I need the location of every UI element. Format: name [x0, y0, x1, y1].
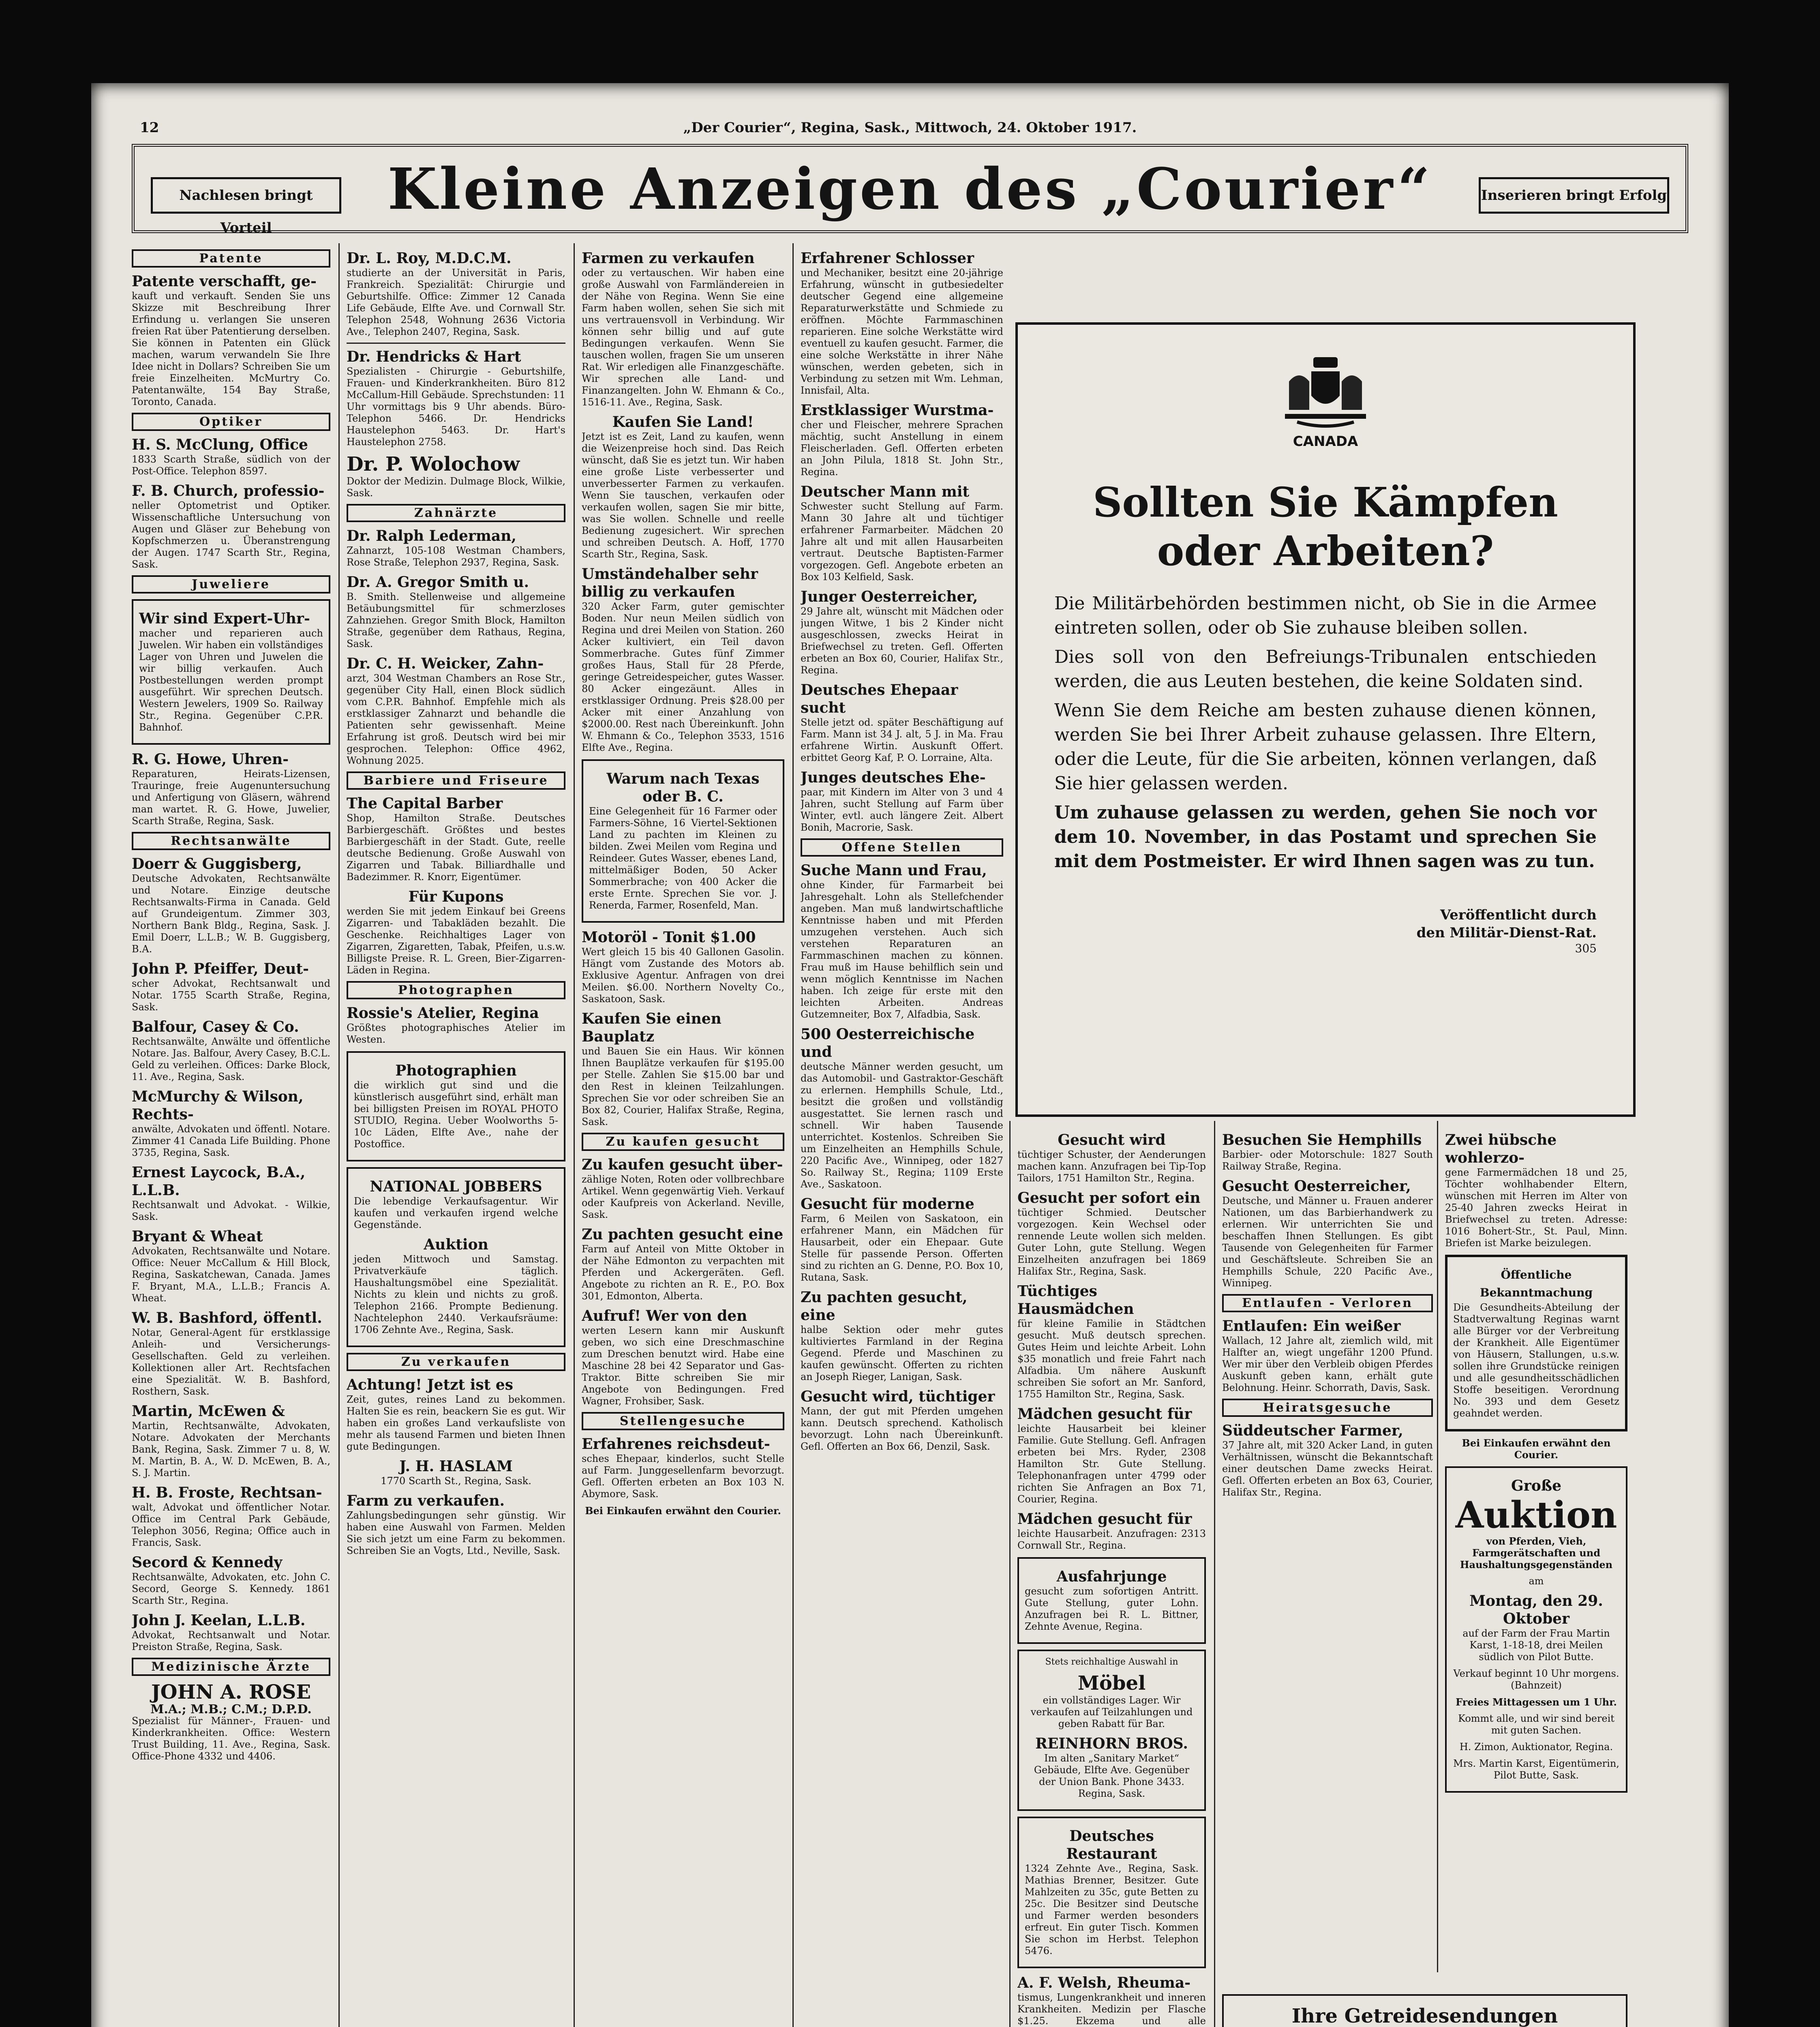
- ad-box: [132, 599, 330, 745]
- column-rule: [338, 243, 340, 2027]
- page-title: Kleine Anzeigen des „Courier“: [388, 156, 1432, 223]
- ad-heading: W. B. Bashford, öffentl.: [132, 1309, 322, 1326]
- section-header: Heiratsgesuche: [1222, 1399, 1433, 1417]
- ad-text: 1324 Zehnte Ave., Regina, Sask. Mathias Brenner, Besitzer. Gute Mahlzeiten zu 35c, gute Betten zu 25c. Die Besitzer sind Deutsche und Farmer werden besonders erfreut. Ein guter Tisch. Kommen Sie schon im Herbst. Telephon 5476.: [1025, 1863, 1199, 1956]
- ad-heading: Deutsches Restaurant: [1066, 1828, 1157, 1862]
- ad-text: ohne Kinder, für Farmarbeit bei Jahresgehalt. Lohn als Stellefchender angeben. Man muß landwirtschaftliche Kenntnisse haben und mit Pferden umzugehen verstehen. Auch sich verstehen Reparaturen an Farmmaschinen machen zu können. Frau muß im Hause behilflich sein und wenn möglich Kenntnisse im Nachen haben. Ich zeige für erste mit den leichten Arbeiten. Andreas Gutzemneiter, Box 7, Alfadbia, Sask.: [801, 879, 1003, 1020]
- ad-heading: Besuchen Sie Hemphills: [1222, 1131, 1422, 1148]
- ad-text: Notar, General-Agent für erstklassige Anleih- und Versicherungs-Gesellschaften. Geld zu verleihen. Kollektionen aller Art. Rechtsfachen eine Spezialität. W. B. Bashford, Rosthern, Sask.: [132, 1327, 330, 1397]
- ad-text: Spezialisten - Chirurgie - Geburtshilfe, Frauen- und Kinderkrankheiten. Büro 812 McCallum-Hill Gebäude. Sprechstunden: 11 Uhr vormittags bis 9 Uhr abends. Büro-Telephon 5466. Dr. Hendricks Haustelephon 5463. Dr. Hart's Haustelephon 2758.: [347, 366, 565, 448]
- ad-heading: Gesucht für moderne: [801, 1196, 974, 1213]
- ad-text: Jetzt ist es Zeit, Land zu kaufen, wenn die Weizenpreise hoch sind. Das Reich wünscht, daß Sie es jetzt tun. Wir haben eine große Liste verbesserter und unverbesserter Farmen zu verkaufen. Wenn Sie tauschen, verkaufen oder verkaufen wollen, sagen Sie mir bitte, was Sie wollen. Schnelle und reelle Bedienung zugesichert. Wir sprechen und schreiben Deutsch. A. Hoff, 1770 Scarth Str., Regina, Sask.: [582, 431, 784, 560]
- section-header: Zu kaufen gesucht: [582, 1133, 784, 1151]
- ad-text: 29 Jahre alt, wünscht mit Mädchen oder jungen Witwe, 1 bis 2 Kinder nicht ausgeschlossen, zwecks Heirat in Briefwechsel zu treten. Gefl. Offerten erbeten an Box 60, Courier, Halifax Str., Regina.: [801, 606, 1003, 676]
- ad-heading: Gesucht wird, tüchtiger: [801, 1388, 995, 1405]
- column-6: [1222, 1127, 1433, 2027]
- publisher-line: Veröffentlicht durch: [1440, 907, 1597, 923]
- ad-text: werden Sie mit jedem Einkauf bei Greens Zigarren- und Tabakläden bezahlt. Die Geschenke. Reichhaltiges Lager von Zigarren, Zigaretten, Tabak, Pfeifen, u.s.w. Billigste Preise. R. L. Green, Bier-Zigarren-Läden in Regina.: [347, 906, 565, 976]
- ad-heading: Farmen zu verkaufen: [582, 250, 755, 267]
- ad-heading: Secord & Kennedy: [132, 1554, 283, 1571]
- ad-heading: Möbel: [1077, 1672, 1146, 1695]
- ad-subheading: M.A.; M.B.; C.M.; D.P.D.: [150, 1702, 312, 1716]
- coat-of-arms-icon: [1273, 349, 1378, 430]
- ad-text: Zahnarzt, 105-108 Westman Chambers, Rose Straße, Telephon 2937, Regina, Sask.: [347, 545, 565, 568]
- ad-text: Barbier- oder Motorschule: 1827 South Railway Straße, Regina.: [1222, 1149, 1433, 1172]
- ad-heading: Ausfahrjunge: [1056, 1568, 1167, 1585]
- ad-body: [1054, 591, 1597, 874]
- ad-heading: R. G. Howe, Uhren-: [132, 751, 289, 768]
- footer-note: Bei Einkaufen erwähnt den Courier.: [585, 1505, 781, 1517]
- ad-heading: 500 Oesterreichische und: [801, 1026, 975, 1061]
- ad-heading: Zwei hübsche wohlerzo-: [1445, 1131, 1557, 1166]
- ad-text: sches Ehepaar, kinderlos, sucht Stelle auf Farm. Junggesellenfarm bevorzugt. Gefl. Offerten erbeten an Box 103 N. Abymore, Sask.: [582, 1453, 784, 1500]
- ad-text: deutsche Männer werden gesucht, um das Automobil- und Gastraktor-Geschäft zu erlernen. Hemphills Schule, Ltd., besitzt die großen und vollständig ausgestattet. Sie lernen rasch und schnell. Wir haben Tausende unterrichtet. Kostenlos. Schreiben Sie um Einzelheiten an Hemphills Schule, 220 Pacific Ave., Winnipeg, oder 1827 So. Railway St., Regina; 1109 Erste Ave., Saskatoon.: [801, 1061, 1003, 1190]
- ad-heading: Achtung! Jetzt ist es: [347, 1376, 513, 1393]
- ad-heading: Mädchen gesucht für: [1017, 1511, 1192, 1528]
- section-header: Rechtsanwälte: [132, 832, 330, 850]
- ad-heading: Entlaufen: Ein weißer: [1222, 1318, 1401, 1335]
- ad-box: [347, 1167, 565, 1347]
- section-header: Offene Stellen: [801, 838, 1003, 857]
- ad-text: jeden Mittwoch und Samstag. Privatverkäufe täglich. Haushaltungsmöbel eine Spezialität. Nichts zu klein und nichts zu groß. Telephon 2166. Prompte Bedienung. Nachtelephon 2440. Verkaufsräume: 1706 Zehnte Ave., Regina, Sask.: [354, 1253, 558, 1335]
- ad-text: am: [1529, 1575, 1544, 1587]
- ad-text: oder zu vertauschen. Wir haben eine große Auswahl von Farmländereien in der Nähe von Regina. Wenn Sie eine Farm haben wollen, sehen Sie sich mit uns vertrauensvoll in Verbindung. Wir können sehr billig und auf gute Bedingungen verkaufen. Wenn Sie tauschen wollen, fragen Sie um unseren Rat. Wir erledigen alle Finanzgeschäfte. Wir sprechen alle Land- und Finanzangelten. John W. Ehmann & Co., 1516-11. Ave., Regina, Sask.: [582, 267, 784, 408]
- ad-text: Rechtsanwälte, Anwälte und öffentliche Notare. Jas. Balfour, Avery Casey, B.C.L. Geld zu verleihen. Offices: Darke Block, 11. Ave., Regina, Sask.: [132, 1036, 330, 1082]
- ad-text: für kleine Familie in Städtchen gesucht. Muß deutsch sprechen. Gutes Heim und leichte Arbeit. Lohn $35 monatlich und freie Fahrt nach Alfadbia. Um nähere Auskunft schreiben Sie sofort an Mr. Sanford, 1755 Hamilton Str., Regina, Sask.: [1017, 1318, 1206, 1400]
- ad-heading: Deutscher Mann mit: [801, 483, 970, 500]
- column-1: [132, 245, 330, 2027]
- ad-text: gene Farmermädchen 18 und 25, Töchter wohlhabender Eltern, wünschen mit Herren im Alter von 25-40 Jahren zwecks Heirat in Briefwechsel zu treten. Adresse: 1016 Bohert-Str., St. Paul, Minn. Briefen ist Marke beizulegen.: [1445, 1167, 1627, 1249]
- ad-heading: Für Kupons: [408, 888, 504, 905]
- ad-text: Freies Mittagessen um 1 Uhr.: [1456, 1696, 1617, 1708]
- ad-text: werten Lesern kann mir Auskunft geben, wo sich eine Dreschmaschine zum Dreschen benutzt wird. Habe eine Maschine 28 bei 42 Separator und Gas-Traktor. Bitte schreiben Sie mir Angebote von Bedingungen. Fred Wagner, Frohsiber, Sask.: [582, 1325, 784, 1407]
- running-head-text: „Der Courier“, Regina, Sask., Mittwoch, 24. Oktober 1917.: [683, 120, 1137, 136]
- ad-heading: Ernest Laycock, B.A., L.L.B.: [132, 1164, 306, 1199]
- ad-heading: Gesucht wird: [1058, 1131, 1166, 1148]
- ad-text: gesucht zum sofortigen Antritt. Gute Stellung, guter Lohn. Anzufragen bei R. L. Bittner, Zehnte Avenue, Regina.: [1025, 1586, 1199, 1632]
- ad-text: 1770 Scarth St., Regina, Sask.: [381, 1475, 531, 1487]
- ad-text: Mann, der gut mit Pferden umgehen kann. Deutsch sprechend. Katholisch bevorzugt. Lohn nach Übereinkunft. Gefl. Offerten an Box 66, Denzil, Sask.: [801, 1406, 1003, 1452]
- footer-note: Bei Einkaufen erwähnt den Courier.: [1462, 1437, 1611, 1461]
- section-header: Photographen: [347, 981, 565, 999]
- ad-heading: A. F. Welsh, Rheuma-: [1017, 1974, 1191, 1991]
- column-rule: [574, 243, 575, 2027]
- ad-heading: Zu pachten gesucht, eine: [801, 1289, 968, 1324]
- section-header: Barbiere und Friseure: [347, 771, 565, 790]
- ad-heading: The Capital Barber: [347, 795, 503, 812]
- ad-text: ein vollständiges Lager. Wir verkaufen auf Teilzahlungen und geben Rabatt für Bar.: [1030, 1695, 1193, 1729]
- section-header: Entlaufen - Verloren: [1222, 1294, 1433, 1312]
- ad-heading: Balfour, Casey & Co.: [132, 1018, 299, 1035]
- ad-text: cher und Fleischer, mehrere Sprachen mächtig, sucht Anstellung in einem Fleischerladen. Gefl. Offerten erbeten an John Pilula, 1818 St. John Str., Regina.: [801, 419, 1003, 478]
- ad-text: Schwester sucht Stellung auf Farm. Mann 30 Jahre alt und tüchtiger erfahrener Farmarbeiter. Mädchen 20 Jahre alt und mit allen Hausarbeiten vertraut. Deutsche Baptisten-Farmer vorgezogen. Gefl. Angebote erbeten an Box 103 Kelfield, Sask.: [801, 501, 1003, 583]
- ad-heading: Dr. C. H. Weicker, Zahn-: [347, 655, 544, 672]
- column-7: [1445, 1127, 1627, 1978]
- ad-box: [1017, 1557, 1206, 1644]
- ad-heading: Dr. A. Gregor Smith u.: [347, 574, 529, 591]
- ad-heading: Doerr & Guggisberg,: [132, 855, 302, 872]
- column-rule: [1009, 1121, 1011, 2027]
- ad-text: Shop, Hamilton Straße. Deutsches Barbiergeschäft. Größtes und bestes Barbiergeschäft in der Stadt. Gute, reelle deutsche Bedienung. Große Auswahl von Zigarren und Tabak. Billiardhalle und Badezimmer. R. Knorr, Eigentümer.: [347, 812, 565, 883]
- ad-heading: Junges deutsches Ehe-: [801, 769, 986, 786]
- ad-text: Farm, 6 Meilen von Saskatoon, ein erfahrener Mann, ein Mädchen für Hausarbeit, oder ein Ehepaar. Gute Stelle für passende Person. Offerten sind zu richten an G. Denne, P.O. Box 10, Rutana, Sask.: [801, 1213, 1003, 1283]
- ad-number: 305: [1575, 942, 1597, 955]
- ad-text: halbe Sektion oder mehr gutes kultiviertes Farmland in der Regina Gegend. Pferde und Maschinen zu kaufen gewünscht. Offerten zu richten an Joseph Rieger, Lanigan, Sask.: [801, 1324, 1003, 1382]
- ad-heading: Patente verschafft, ge-: [132, 273, 317, 290]
- ad-heading: Erfahrener Schlosser: [801, 250, 974, 267]
- ad-heading: Deutsches Ehepaar sucht: [801, 681, 958, 716]
- ad-heading: John J. Keelan, L.L.B.: [132, 1612, 306, 1629]
- ad-text: B. Smith. Stellenweise und allgemeine Betäubungsmittel für schmerzloses Zahnziehen. Gregor Smith Block, Hamilton Straße, gegenüber dem Rathaus, Regina, Sask.: [347, 591, 565, 649]
- ad-text: Reparaturen, Heirats-Lizensen, Trauringe, freie Augenuntersuchung und Anfertigung von Gläsern, während man wartet. R. G. Howe, Juwelier, Scarth Straße, Regina, Sask.: [132, 768, 330, 827]
- ad-heading: Erfahrenes reichsdeut-: [582, 1436, 770, 1453]
- grain-advertisement: [1222, 1994, 1627, 2027]
- ad-heading: Kaufen Sie einen Bauplatz: [582, 1010, 722, 1045]
- column-4: [801, 245, 1003, 2027]
- ad-heading: H. B. Froste, Rechtsan-: [132, 1484, 322, 1501]
- tag-right: Inserieren bringt Erfolg: [1479, 177, 1669, 214]
- ad-text: Im alten „Sanitary Market“ Gebäude, Elfte Ave. Gegenüber der Union Bank. Phone 3433. Regina, Sask.: [1034, 1753, 1190, 1799]
- ad-heading: Junger Oesterreicher,: [801, 588, 978, 605]
- ad-heading: Motoröl - Tonit $1.00: [582, 929, 756, 946]
- ad-text: neller Optometrist und Optiker. Wissenschaftliche Untersuchung von Augen und Gläser zur Behebung von Kopfschmerzen u. Überanstrengung der Augen. 1747 Scarth Str., Regina, Sask.: [132, 500, 330, 570]
- classifieds-banner: [132, 144, 1688, 236]
- ad-heading: Umständehalber sehr billig zu verkaufen: [582, 566, 758, 600]
- ad-heading: Suche Mann und Frau,: [801, 862, 987, 879]
- ad-heading: Mädchen gesucht für: [1017, 1406, 1192, 1423]
- ad-heading: Aufruf! Wer von den: [582, 1307, 747, 1324]
- ad-heading: Bryant & Wheat: [132, 1228, 263, 1245]
- ad-text: Farm auf Anteil von Mitte Oktober in der Nähe Edmonton zu verpachten mit Pferden und Ackergeräten. Gefl. Angebote zu richten an R. E., P.O. Box 301, Edmonton, Alberta.: [582, 1243, 784, 1302]
- ad-headline-line: oder Arbeiten?: [1157, 527, 1494, 575]
- ad-text: kauft und verkauft. Senden Sie uns Skizze mit Beschreibung Ihrer Erfindung u. verlangen Sie unseren freien Rat über Patentierung derselben. Sie können in Patenten ein Glück machen, warum verwandeln Sie Ihre Idee nicht in Dollars? Schreiben Sie um freie Einzelheiten. McMurtry Co. Patentanwälte, 154 Bay Straße, Toronto, Canada.: [132, 290, 330, 407]
- ad-heading: Gesucht per sofort ein: [1017, 1189, 1201, 1206]
- ad-text: und Bauen Sie ein Haus. Wir können Ihnen Bauplätze verkaufen für $195.00 per Stelle. Zahlen Sie $15.00 bar und den Rest in kleinen Teilzahlungen. Sprechen Sie vor oder schreiben Sie an Box 82, Courier, Halifax Straße, Regina, Sask.: [582, 1046, 784, 1127]
- ad-heading: Martin, McEwen &: [132, 1403, 285, 1420]
- ad-heading: F. B. Church, professio-: [132, 482, 325, 499]
- newspaper-page: [91, 83, 1729, 2027]
- column-3: [582, 245, 784, 2027]
- section-header: Stellengesuche: [582, 1412, 784, 1430]
- ad-text: Spezialist für Männer-, Frauen- und Kinderkrankheiten. Office: Western Trust Building, 11. Ave., Regina, Sask. Office-Phone 4332 und 4406.: [132, 1715, 330, 1762]
- auction-date: Montag, den 29. Oktober: [1469, 1592, 1603, 1627]
- ad-text: Rechtsanwalt und Advokat. - Wilkie, Sask.: [132, 1199, 330, 1222]
- ad-heading: Ihre Getreidesendungen: [1291, 2005, 1558, 2027]
- ad-heading: Zu kaufen gesucht über-: [582, 1156, 783, 1173]
- ad-headline-line: Sollten Sie Kämpfen: [1093, 478, 1558, 526]
- ad-text: Rechtsanwälte, Advokaten, etc. John C. Secord, George S. Kennedy. 1861 Scarth Str., Regina.: [132, 1571, 330, 1606]
- ad-heading: Farm zu verkaufen.: [347, 1492, 505, 1509]
- ad-heading: J. H. HASLAM: [399, 1458, 513, 1475]
- auction-box: [1445, 1466, 1627, 1793]
- ad-paragraph: Um zuhause gelassen zu werden, gehen Sie noch vor dem 10. November, in das Postamt und sprechen Sie mit dem Postmeister. Er wird Ihnen sagen was zu tun.: [1054, 802, 1597, 872]
- ad-heading: Photographien: [395, 1062, 517, 1079]
- ad-heading: Auktion: [424, 1236, 488, 1253]
- ad-heading: Dr. Ralph Lederman,: [347, 527, 516, 544]
- ad-text: Deutsche, und Männer u. Frauen anderer Nationen, um das Barbierhandwerk zu erlernen. Wir unterrichten Sie und beschaffen Ihnen Stellungen. Es gibt Tausende von Gelegenheiten für Farmer und Geschäftsleute. Schreiben Sie an Hemphills Schule, 220 Pacific Ave., Winnipeg.: [1222, 1195, 1433, 1289]
- column-rule: [1437, 1121, 1438, 1972]
- ad-text: zählige Noten, Roten oder vollbrechbare Artikel. Wenn gegenwärtig Vieh. Verkauf oder Kaufpreis von Ackerland. Neville, Sask.: [582, 1174, 784, 1220]
- ad-heading: NATIONAL JOBBERS: [370, 1178, 542, 1195]
- ad-box: [1445, 1255, 1627, 1431]
- ad-heading: JOHN A. ROSE: [151, 1681, 311, 1703]
- ad-text: Stets reichhaltige Auswahl in: [1045, 1657, 1178, 1667]
- ad-paragraph: Dies soll von den Befreiungs-Tribunalen entschieden werden, die aus Leuten bestehen, die keine Soldaten sind.: [1054, 647, 1597, 692]
- publisher-line: den Militär-Dienst-Rat.: [1416, 925, 1597, 941]
- ad-text: Advokat, Rechtsanwalt und Notar. Preiston Straße, Regina, Sask.: [132, 1629, 330, 1652]
- column-2: [347, 245, 565, 2027]
- tag-left: Nachlesen bringt Vorteil: [151, 177, 341, 214]
- ad-heading: Dr. Hendricks & Hart: [347, 348, 521, 365]
- ad-text: scher Advokat, Rechtsanwalt und Notar. 1755 Scarth Straße, Regina, Sask.: [132, 978, 330, 1013]
- ad-text: Kommt alle, und wir sind bereit mit guten Sachen.: [1458, 1713, 1614, 1736]
- ad-text: Martin, Rechtsanwälte, Advokaten, Notare. Advokaten der Merchants Bank, Regina, Sask. Zimmer 7 u. 8, W. M. Martin, B. A., W. D. McEwen, B. A., S. J. Martin.: [132, 1420, 330, 1478]
- ad-text: arzt, 304 Westman Chambers an Rose Str., gegenüber City Hall, einen Block südlich vom C.P.R. Bahnhof. Empfehle mich als erstklassiger Zahnarzt und behandle die Patienten sehr gewissenhaft. Meine Erfahrung ist groß. Deutsch wird bei mir gesprochen. Telephon: Office 4962, Wohnung 2025.: [347, 673, 565, 766]
- ad-box: [582, 759, 784, 923]
- section-header: Optiker: [132, 413, 330, 431]
- ad-text: 1833 Scarth Straße, südlich von der Post-Office. Telephon 8597.: [132, 454, 330, 477]
- ad-heading: Süddeutscher Farmer,: [1222, 1422, 1403, 1439]
- ad-text: leichte Hausarbeit bei kleiner Familie. Gute Stellung. Gefl. Anfragen erbeten bei Mrs. Ryder, 2308 Hamilton Str. Gute Stellung. Telephonanfragen unter 4799 oder richten Sie Anfragen an Box 71, Courier, Regina.: [1017, 1423, 1206, 1505]
- ad-text: Stelle jetzt od. später Beschäftigung auf Farm. Mann ist 34 J. alt, 5 J. in Ma. Frau erfahrene Wirtin. Auskunft Offert. erbittet Georg Kaf, P. O. Lorraine, Alta.: [801, 717, 1003, 763]
- ad-text: Die lebendige Verkaufsagentur. Wir kaufen und verkaufen irgend welche Gegenstände.: [354, 1196, 558, 1230]
- ad-paragraph: Wenn Sie dem Reiche am besten zuhause dienen können, werden Sie bei Ihrer Arbeit zuhause gelassen. Ihre Eltern, oder die Leute, für die Sie arbeiten, können verlangen, daß Sie hier gelassen werden.: [1054, 700, 1597, 794]
- ad-heading: Wir sind Expert-Uhr-: [139, 610, 310, 627]
- publisher-note: [1054, 906, 1597, 942]
- section-header: Patente: [132, 249, 330, 268]
- ad-heading: H. S. McClung, Office: [132, 436, 308, 453]
- ad-heading: Warum nach Texas oder B. C.: [606, 770, 760, 805]
- ad-heading: REINHORN BROS.: [1035, 1735, 1188, 1752]
- ad-text: Wert gleich 15 bis 40 Gallonen Gasolin. Hängt vom Zustande des Motors ab. Exklusive Agentur. Anfragen von drei Meilen. $6.00. Northern Novelty Co., Saskatoon, Sask.: [582, 946, 784, 1005]
- ad-text: walt, Advokat und öffentlicher Notar. Office im Central Park Gebäude, Telephon 3056, Regina; Office auch in Francis, Sask.: [132, 1502, 330, 1548]
- ad-text: von Pferden, Vieh, Farmgerätschaften und Haushaltungsgegenständen: [1460, 1535, 1613, 1571]
- ad-heading: John P. Pfeiffer, Deut-: [132, 960, 309, 977]
- ad-heading: McMurchy & Wilson, Rechts-: [132, 1088, 304, 1123]
- ad-text: Eine Gelegenheit für 16 Farmer oder Farmers-Söhne, 16 Viertel-Sektionen Land zu pachten im Kleinen zu bilden. Zwei Meilen vom Regina und Reindeer. Gutes Wasser, ebenes Land, mittelmäßiger Boden, 50 Acker Sommerbrache; von 400 Acker die erste Ernte. Sprechen Sie vor. J. Renerda, Farmer, Rosenfeld, Man.: [589, 806, 777, 911]
- column-5: [1017, 1127, 1206, 2027]
- ad-text: Zahlungsbedingungen sehr günstig. Wir haben eine Auswahl von Farmen. Melden Sie sich jetzt um eine Farm zu bekommen. Schreiben Sie an Vogts, Ltd., Neville, Sask.: [347, 1510, 565, 1556]
- ad-text: Größtes photographisches Atelier im Westen.: [347, 1022, 565, 1045]
- ad-text: Zeit, gutes, reines Land zu bekommen. Halten Sie es rein, beackern Sie es gut. Wir haben ein großes Land verkaufsliste von mehr als tausend Farmen und bieten Ihnen gute Bedingungen.: [347, 1394, 565, 1452]
- ad-text: Wallach, 12 Jahre alt, ziemlich wild, mit Halfter an, wiegt ungefähr 1200 Pfund. Wer mir über den Verbleib obigen Pferdes Auskunft geben kann, erhält gute Belohnung. Heinr. Schorrath, Davis, Sask.: [1222, 1335, 1433, 1393]
- government-advertisement: [1015, 322, 1636, 1117]
- ad-heading: Kaufen Sie Land!: [612, 414, 754, 431]
- ad-text: macher und reparieren auch Juwelen. Wir haben ein vollständiges Lager von Uhren und Juwelen die wir billig verkaufen. Auch Postbestellungen werden prompt ausgeführt. Wir sprechen Deutsch. Western Jewelers, 1909 So. Railway Str., Regina. Gegenüber C.P.R. Bahnhof.: [139, 628, 323, 733]
- ad-text: paar, mit Kindern im Alter von 3 und 4 Jahren, sucht Stellung auf Farm über Winter, evtl. auch längere Zeit. Albert Bonih, Macrorie, Sask.: [801, 786, 1003, 833]
- ad-heading: Erstklassiger Wurstma-: [801, 402, 994, 419]
- ad-text: H. Zimon, Auktionator, Regina.: [1459, 1741, 1613, 1753]
- ad-text: Advokaten, Rechtsanwälte und Notare. Office: Neuer McCallum & Hill Block, Regina, Saskatchewan, Canada. James F. Bryant, M.A., L.L.B.; Francis A. Wheat.: [132, 1245, 330, 1304]
- ad-text: auf der Farm der Frau Martin Karst, 1-18-18, drei Meilen südlich von Pilot Butte.: [1462, 1628, 1610, 1663]
- ad-text: Die Gesundheits-Abteilung der Stadtverwaltung Reginas warnt alle Bürger vor der Verbreitung der Krankheit. Alle Eigentümer von Häusern, Stallungen, u.s.w. sollen ihre Grundstücke reinigen und alle gesundheitsschädlichen Stoffe beseitigen. Verordnung No. 393 und dem Gesetz geahndet werden.: [1453, 1302, 1619, 1419]
- ad-text: studierte an der Universität in Paris, Frankreich. Spezialität: Chirurgie und Geburtshilfe. Office: Zimmer 12 Canada Life Gebäude, Elfte Ave. und Cornwall Str. Telephon 2548, Wohnung 2636 Victoria Ave., Telephon 2407, Regina, Sask.: [347, 267, 565, 337]
- ad-box: [1017, 1817, 1206, 1968]
- ad-text: leichte Hausarbeit. Anzufragen: 2313 Cornwall Str., Regina.: [1017, 1528, 1206, 1551]
- country-name: CANADA: [1293, 433, 1358, 450]
- ad-text: tüchtiger Schmied. Deutscher vorgezogen. Kein Wechsel oder rennende Leute wollen sich melden. Guter Lohn, gute Stellung. Wegen Einzelheiten anzufragen bei 1869 Halifax Str., Regina, Sask.: [1017, 1207, 1206, 1277]
- ad-text: 37 Jahre alt, mit 320 Acker Land, in guten Verhältnissen, wünscht die Bekanntschaft einer deutschen Dame zwecks Heirat. Gefl. Offerten erbeten an Box 63, Courier, Halifax Str., Regina.: [1222, 1440, 1433, 1498]
- ad-text: und Mechaniker, besitzt eine 20-jährige Erfahrung, wünscht in gutbesiedelter deutscher Gegend eine allgemeine Reparaturwerkstätte und Schmiede zu eröffnen. Möchte Farmmaschinen reparieren. Eine solche Werkstätte wird eventuell zu kaufen gesucht. Farmer, die eine solche Werkstätte in ihrer Nähe wünschen, werden gebeten, sich in Verbindung zu setzen mit Wm. Lehman, Innisfail, Alta.: [801, 267, 1003, 396]
- section-header: Juweliere: [132, 575, 330, 594]
- page-number: 12: [140, 120, 159, 136]
- section-header: Zahnärzte: [347, 504, 565, 522]
- ad-box: [1017, 1650, 1206, 1811]
- ad-text: anwälte, Advokaten und öffentl. Notare. Zimmer 41 Canada Life Building. Phone 3735, Regina, Sask.: [132, 1123, 330, 1158]
- ad-heading: Tüchtiges Hausmädchen: [1017, 1283, 1134, 1318]
- ad-text: 320 Acker Farm, guter gemischter Boden. Nur neun Meilen südlich von Regina und drei Meilen von Station. 260 Acker kultiviert, ein Teil davon Sommerbrache. Gutes fünf Zimmer großes Haus, Stall für 28 Pferde, geringe Getreidespeicher, gutes Wasser. 80 Acker eingezäunt. Alles in erstklassiger Ordnung. Preis $28.00 per Acker mit einer Anzahlung von $2000.00. Rest nach Übereinkunft. John W. Ehmann & Co., Telephon 3533, 1516 Elfte Ave., Regina.: [582, 601, 784, 753]
- ad-text: die wirklich gut sind und die künstlerisch ausgeführt sind, erhält man bei billigsten Preisen im ROYAL PHOTO STUDIO, Regina. Ueber Woolworths 5-10c Läden, Elfte Ave., nahe der Postoffice.: [354, 1080, 558, 1150]
- ad-headline: [1054, 478, 1597, 575]
- section-header: Medizinische Ärzte: [132, 1658, 330, 1676]
- ad-paragraph: Die Militärbehörden bestimmen nicht, ob Sie in die Armee eintreten sollen, oder ob Sie zuhause bleiben sollen.: [1054, 593, 1597, 638]
- ad-text: tismus, Lungenkrankheit und inneren Krankheiten. Medizin per Flasche $1.25. Ekzema und alle: [1017, 1992, 1206, 2027]
- column-rule: [1214, 1121, 1215, 2027]
- auction-title: Auktion: [1455, 1493, 1617, 1536]
- divider: [347, 343, 565, 344]
- ad-box: [347, 1051, 565, 1161]
- ad-heading: Rossie's Atelier, Regina: [347, 1005, 539, 1022]
- ad-text: Deutsche Advokaten, Rechtsanwälte und Notare. Einzige deutsche Rechtsanwalts-Firma in Canada. Geld auf Grundeigentum. Zimmer 303, Northern Bank Bldg., Regina, Sask. J. Emil Doerr, L.L.B.; W. B. Guggisberg, B.A.: [132, 873, 330, 955]
- ad-text: Verkauf beginnt 10 Uhr morgens. (Bahnzeit): [1453, 1668, 1619, 1691]
- ad-heading: Dr. P. Wolochow: [347, 453, 520, 476]
- running-head: [124, 111, 1696, 144]
- ad-text: Doktor der Medizin. Dulmage Block, Wilkie, Sask.: [347, 476, 565, 499]
- ad-heading: Dr. L. Roy, M.D.C.M.: [347, 250, 512, 267]
- ad-heading: Große: [1511, 1477, 1561, 1494]
- ad-text: Mrs. Martin Karst, Eigentümerin, Pilot Butte, Sask.: [1453, 1758, 1619, 1781]
- section-header: Zu verkaufen: [347, 1353, 565, 1371]
- ad-heading: Öffentliche Bekanntmachung: [1480, 1268, 1593, 1299]
- ad-heading: Zu pachten gesucht eine: [582, 1226, 784, 1243]
- ad-text: tüchtiger Schuster, der Aenderungen machen kann. Anzufragen bei Tip-Top Tailors, 1751 Hamilton Str., Regina.: [1017, 1149, 1206, 1184]
- column-rule: [792, 243, 794, 2027]
- ad-heading: Gesucht Oesterreicher,: [1222, 1178, 1411, 1195]
